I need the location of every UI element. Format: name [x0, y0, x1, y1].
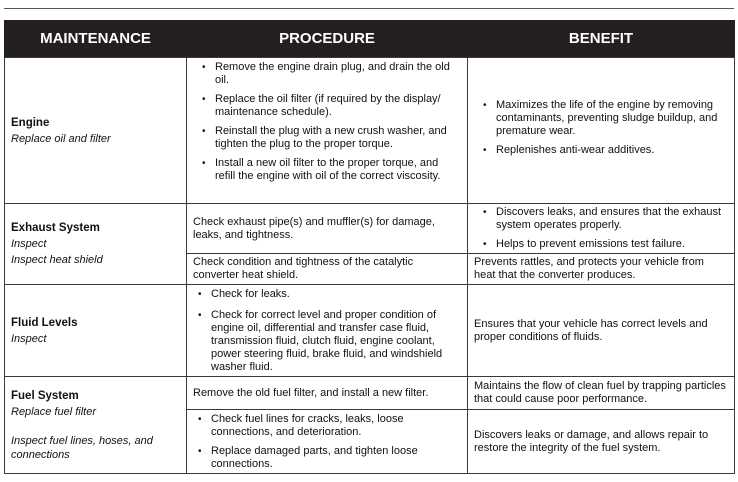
exhaust-title: Exhaust System — [11, 222, 100, 234]
header-benefit: BENEFIT — [468, 20, 735, 58]
list-item: • Remove the engine drain plug, and drain the old oil. — [193, 61, 461, 87]
header-procedure: PROCEDURE — [187, 20, 468, 58]
header-maintenance: MAINTENANCE — [5, 20, 187, 58]
maintenance-table — [4, 20, 735, 474]
fluid-procedure-cell — [187, 285, 468, 377]
list-item: • Replenishes anti-wear additives. — [474, 144, 728, 157]
engine-benefit-cell — [468, 58, 735, 204]
list-item: • Install a new oil filter to the proper torque, and refill the engine with oil of the correct viscosity. — [193, 157, 461, 183]
engine-title: Engine — [11, 116, 50, 129]
fuel-lines-benefit-cell: Discovers leaks or damage, and allows repair to restore the integrity of the fuel system. — [468, 410, 735, 474]
list-item: • Discovers leaks, and ensures that the exhaust system operates properly. — [474, 206, 728, 232]
header-row — [5, 20, 735, 58]
exhaust-maintenance-cell — [5, 204, 187, 285]
fuel-filter-procedure-cell: Remove the old fuel filter, and install a new filter. — [187, 377, 468, 410]
exhaust-subtitle-heat-shield: Inspect heat shield — [11, 254, 103, 266]
list-item: • Reinstall the plug with a new crush washer, and tighten the plug to the proper torque. — [193, 125, 461, 151]
exhaust-benefit-cell — [468, 204, 735, 254]
fuel-subtitle-filter: Replace fuel filter — [11, 406, 96, 418]
row-fluid-levels — [5, 285, 735, 377]
fluid-title: Fluid Levels — [11, 316, 78, 329]
exhaust-heat-shield-benefit-cell: Prevents rattles, and protects your vehicle from heat that the converter produces. — [468, 254, 735, 285]
list-item: • Helps to prevent emissions test failure. — [474, 238, 728, 251]
fuel-lines-procedure-cell — [187, 410, 468, 474]
fuel-maintenance-cell — [5, 377, 187, 474]
list-item: • Check fuel lines for cracks, leaks, loose connections, and deterioration. — [193, 413, 461, 439]
exhaust-heat-shield-procedure-cell: Check condition and tightness of the catalytic converter heat shield. — [187, 254, 468, 285]
row-engine — [5, 58, 735, 204]
exhaust-procedure-cell: Check exhaust pipe(s) and muffler(s) for damage, leaks, and tightness. — [187, 204, 468, 254]
exhaust-subtitle-inspect: Inspect — [11, 238, 47, 250]
fuel-title: Fuel System — [11, 390, 79, 402]
engine-maintenance-cell — [5, 58, 187, 204]
list-item: • Maximizes the life of the engine by removing contaminants, preventing sludge buildup, and premature wear. — [474, 99, 728, 138]
top-rule — [4, 8, 734, 9]
fluid-maintenance-cell — [5, 285, 187, 377]
list-item: • Replace the oil filter (if required by the display/ maintenance schedule). — [193, 93, 461, 119]
row-fuel-filter — [5, 377, 735, 410]
fluid-subtitle: Inspect — [11, 332, 47, 345]
engine-procedure-cell — [187, 58, 468, 204]
row-exhaust-inspect — [5, 204, 735, 254]
list-item: • Check for correct level and proper condition of engine oil, differential and transfer case fluid, transmission fluid, clutch fluid, engine coolant, power steering fluid, brake fluid, and windshield washer fluid. — [193, 309, 461, 374]
fluid-benefit-cell: Ensures that your vehicle has correct levels and proper conditions of fluids. — [468, 285, 735, 377]
list-item: • Check for leaks. — [193, 288, 461, 301]
engine-subtitle: Replace oil and filter — [11, 132, 111, 145]
list-item: • Replace damaged parts, and tighten loose connections. — [193, 445, 461, 471]
fuel-filter-benefit-cell: Maintains the flow of clean fuel by trapping particles that could cause poor performance. — [468, 377, 735, 410]
fuel-subtitle-lines: Inspect fuel lines, hoses, and connections — [11, 435, 153, 461]
